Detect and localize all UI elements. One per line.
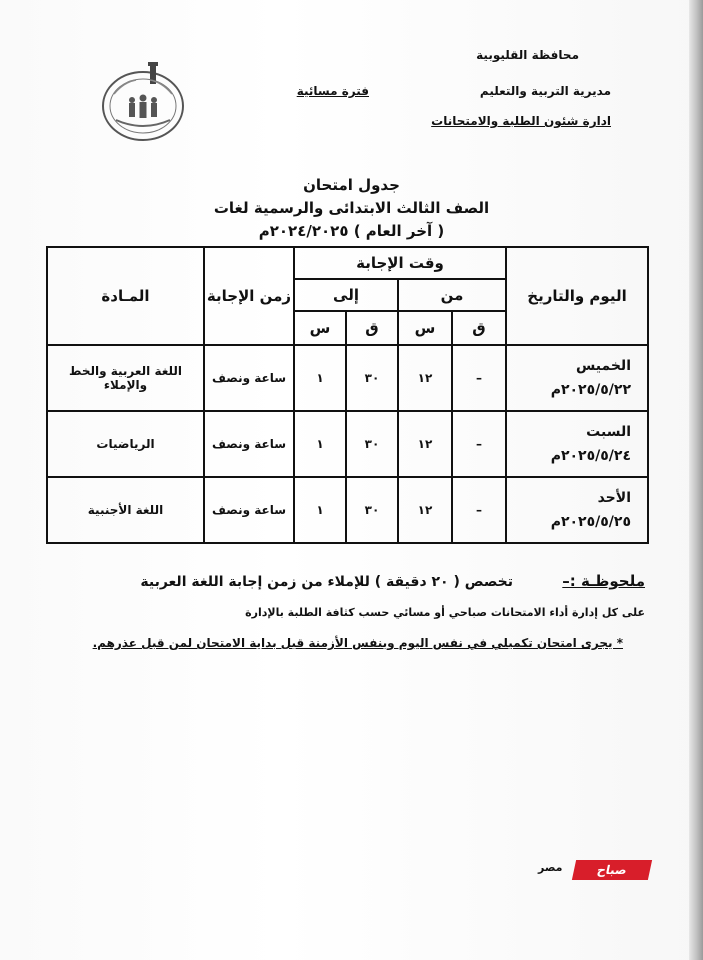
header-to: إلى xyxy=(294,279,398,311)
title-line-2: الصف الثالث الابتدائى والرسمية لغات xyxy=(213,199,490,217)
duration-cell: ساعة ونصف xyxy=(204,477,294,543)
exam-date: ٢٠٢٥/٥/٢٢م xyxy=(550,382,631,398)
period-label: فترة مسائية xyxy=(296,84,369,98)
header-duration: زمن الإجابة xyxy=(204,247,294,345)
header-from: من xyxy=(398,279,506,311)
from-minute-cell: – xyxy=(452,411,506,477)
from-hour-cell: ١٢ xyxy=(398,477,452,543)
exam-date: ٢٠٢٥/٥/٢٥م xyxy=(550,514,631,530)
from-hour-cell: ١٢ xyxy=(398,411,452,477)
header-from-hour: س xyxy=(398,311,452,345)
table-row xyxy=(47,411,648,477)
department-label: ادارة شئون الطلبة والامتحانات xyxy=(431,114,611,128)
page-edge-shadow xyxy=(689,0,703,960)
day-name: الأحد xyxy=(597,490,631,506)
header-day-date: اليوم والتاريخ xyxy=(506,247,648,345)
to-hour-cell: ١ xyxy=(294,345,346,411)
from-minute-cell: – xyxy=(452,477,506,543)
to-minute-cell: ٣٠ xyxy=(346,477,398,543)
governorate-label: محافظة القليوبية xyxy=(476,48,579,62)
header-from-minute: ق xyxy=(452,311,506,345)
duration-cell: ساعة ونصف xyxy=(204,345,294,411)
exam-date: ٢٠٢٥/٥/٢٤م xyxy=(550,448,631,464)
ministry-logo-icon xyxy=(96,58,190,144)
header-subject: المـادة xyxy=(47,247,204,345)
subject-cell: اللغة العربية والخط والإملاء xyxy=(47,345,204,411)
subject-cell: اللغة الأجنبية xyxy=(47,477,204,543)
to-hour-cell: ١ xyxy=(294,411,346,477)
watermark-black-part: مصر xyxy=(538,861,563,874)
subject-cell: الرياضيات xyxy=(47,411,204,477)
source-watermark xyxy=(538,858,650,882)
day-name: السبت xyxy=(586,424,631,440)
header-to-minute: ق xyxy=(346,311,398,345)
to-hour-cell: ١ xyxy=(294,477,346,543)
from-minute-cell: – xyxy=(452,345,506,411)
note-label: ملحوظـة :– xyxy=(562,572,645,590)
header-answer-time: وقت الإجابة xyxy=(294,247,506,279)
directorate-label: مديرية التربية والتعليم xyxy=(479,84,611,98)
table-row xyxy=(47,477,648,543)
to-minute-cell: ٣٠ xyxy=(346,345,398,411)
note-line-1: على كل إدارة أداء الامتحانات صباحي أو مسائي حسب كثافة الطلبة بالإدارة xyxy=(245,606,645,619)
watermark-red-part: صباح xyxy=(572,860,652,880)
day-date-cell xyxy=(506,477,648,543)
day-name: الخميس xyxy=(575,358,631,374)
note-main-text: تخصص ( ٢٠ دقيقة ) للإملاء من زمن إجابة اللغة العربية xyxy=(140,574,513,590)
exam-schedule-table xyxy=(46,246,649,544)
title-line-3: ( آخر العام ) ٢٠٢٤/٢٠٢٥م xyxy=(258,222,445,240)
note-line-2: * يجرى امتحان تكميلي في نفس اليوم وبنفس الأزمنة قبل بداية الامتحان لمن قبل عذرهم. xyxy=(92,636,623,650)
table-header-row xyxy=(47,247,648,279)
header-to-hour: س xyxy=(294,311,346,345)
to-minute-cell: ٣٠ xyxy=(346,411,398,477)
title-line-1: جدول امتحان xyxy=(303,176,400,194)
table-row xyxy=(47,345,648,411)
day-date-cell xyxy=(506,411,648,477)
from-hour-cell: ١٢ xyxy=(398,345,452,411)
day-date-cell xyxy=(506,345,648,411)
duration-cell: ساعة ونصف xyxy=(204,411,294,477)
